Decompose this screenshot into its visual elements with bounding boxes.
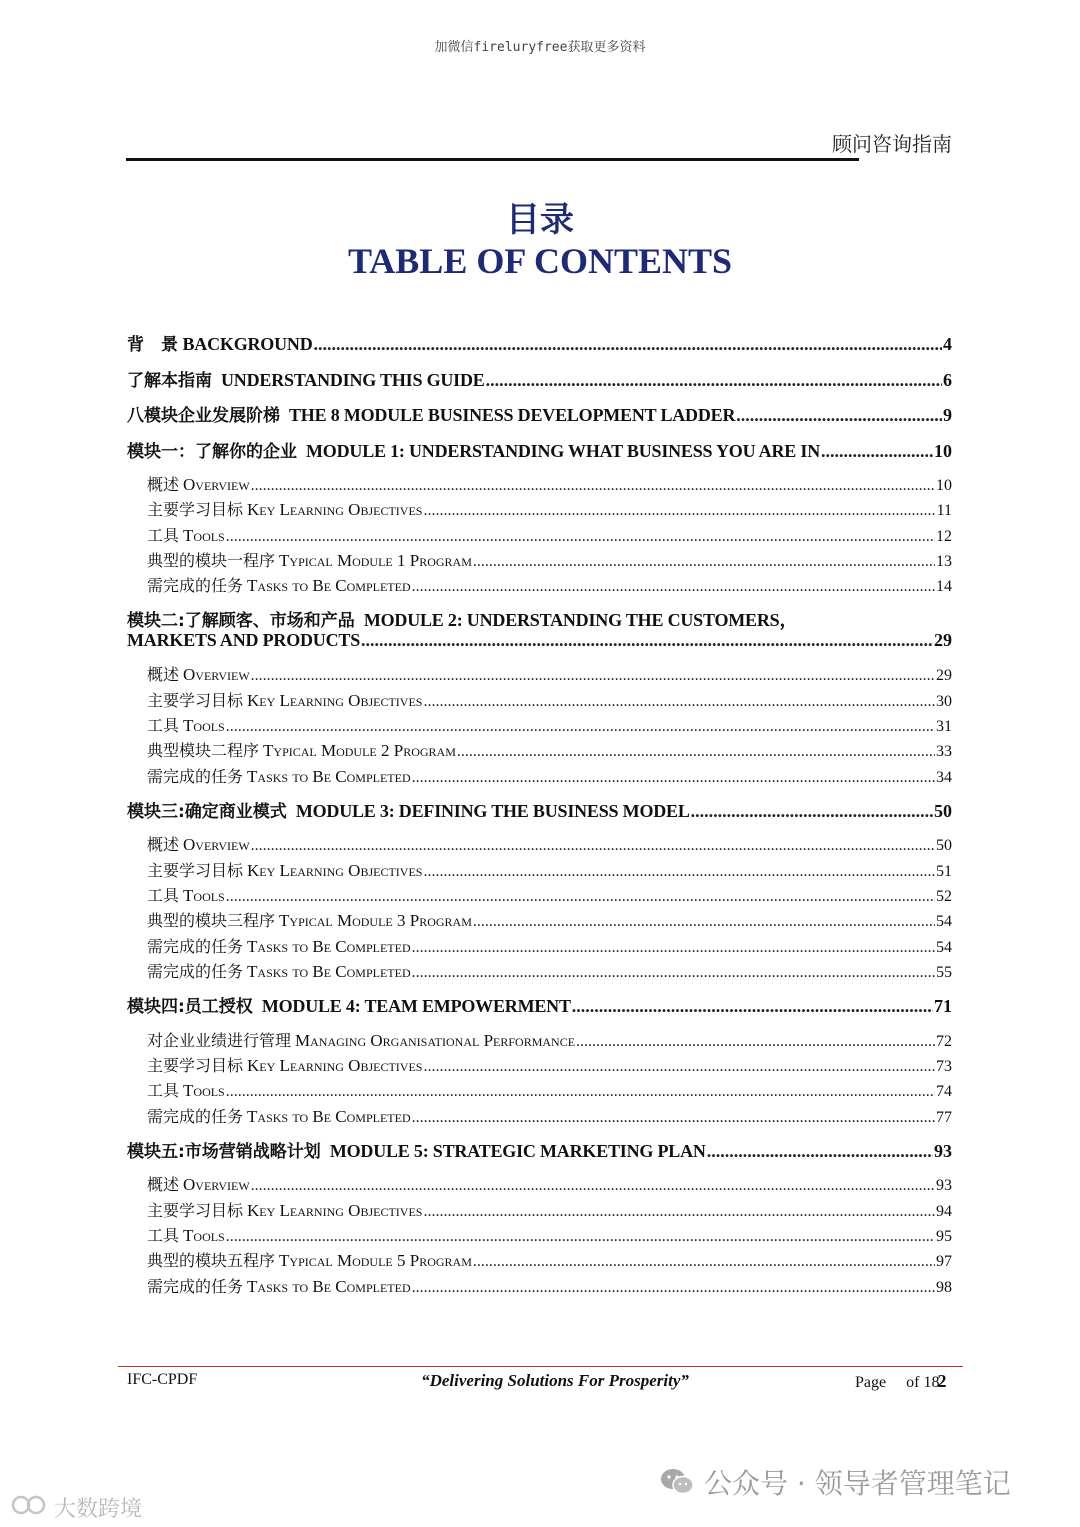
leader-dots	[473, 553, 935, 571]
toc-subentry[interactable]: 典型的模块一程序 Typical Module 1 Program ..... 13	[147, 548, 952, 573]
page-number: 93	[934, 1140, 952, 1161]
leader-dots	[691, 801, 933, 822]
top-watermark: 加微信fireluryfree获取更多资料	[434, 40, 646, 55]
toc-subentry[interactable]: 典型的模块三程序 Typical Module 3 Program ..... 54	[147, 908, 952, 933]
leader-dots	[412, 578, 935, 596]
leader-dots	[821, 441, 933, 462]
leader-dots	[736, 405, 942, 426]
toc-entry-module-1[interactable]: 模块一：了解你的企业 MODULE 1: UNDERSTANDING WHAT BUSINESS YOU ARE IN ..... 10	[127, 437, 952, 461]
toc-entry-ladder[interactable]: 八模块企业发展阶梯 THE 8 MODULE BUSINESS DEVELOPMENT LADDER ..... 9	[127, 401, 952, 425]
toc-subentry[interactable]: 主要学习目标 Key Learning Objectives ..... 51	[147, 858, 952, 883]
toc-subentry[interactable]: 概述 Overview ..... 10	[147, 472, 952, 497]
toc-subentry[interactable]: 需完成的任务 Tasks to Be Completed ..... 14	[147, 573, 952, 598]
toc-subentry[interactable]: 主要学习目标 Key Learning Objectives ..... 73	[147, 1053, 952, 1078]
leader-dots	[314, 334, 942, 355]
leader-dots	[572, 996, 933, 1017]
toc-entry-module-4[interactable]: 模块四:员工授权 MODULE 4: TEAM EMPOWERMENT ..... 71	[127, 992, 952, 1016]
leader-dots	[226, 1228, 935, 1246]
toc-subentry[interactable]: 工具 Tools ..... 12	[147, 523, 952, 548]
toc-entry-module-5[interactable]: 模块五:市场营销战略计划 MODULE 5: STRATEGIC MARKETING PLAN ..... 93	[127, 1137, 952, 1161]
footer-page-number: 2	[937, 1371, 947, 1391]
toc-subentry[interactable]: 需完成的任务 Tasks to Be Completed ..... 98	[147, 1274, 952, 1299]
page-number: 6	[943, 369, 952, 390]
wechat-icon	[660, 1468, 694, 1496]
toc-subentry[interactable]: 对企业业绩进行管理 Managing Organisational Performance ..... 72	[147, 1028, 952, 1053]
leader-dots	[423, 1203, 935, 1221]
footer-slogan: “Delivering Solutions For Prosperity”	[421, 1371, 689, 1390]
toc-subentry[interactable]: 工具 Tools ..... 74	[147, 1078, 952, 1103]
toc-entry-module-3[interactable]: 模块三:确定商业模式 MODULE 3: DEFINING THE BUSINESS MODEL ..... 50	[127, 797, 952, 821]
loop-icon	[10, 1494, 50, 1522]
running-header-title: 顾问咨询指南	[832, 132, 952, 156]
leader-dots	[226, 1083, 935, 1101]
leader-dots	[226, 718, 935, 736]
footer-of-label: of 18	[906, 1374, 940, 1391]
page-title-english: TABLE OF CONTENTS	[347, 241, 733, 281]
corner-watermark-text: 大数跨境	[54, 1497, 143, 1522]
toc-subentry[interactable]: 工具 Tools ..... 52	[147, 883, 952, 908]
toc-subentry[interactable]: 需完成的任务 Tasks to Be Completed ..... 54	[147, 934, 952, 959]
page-number: 4	[943, 334, 952, 354]
toc-subentry[interactable]: 主要学习目标 Key Learning Objectives ..... 94	[147, 1198, 952, 1223]
footer-page-label: Page	[855, 1374, 887, 1391]
leader-dots	[707, 1141, 933, 1162]
footer-rule	[118, 1366, 963, 1367]
leader-dots	[226, 888, 935, 906]
leader-dots	[457, 743, 935, 761]
corner-watermark	[10, 1492, 142, 1523]
leader-dots	[423, 693, 935, 711]
toc-subentry[interactable]: 概述 Overview ..... 93	[147, 1172, 952, 1197]
leader-dots	[473, 913, 935, 931]
toc-subentry[interactable]: 典型的模块五程序 Typical Module 5 Program ..... 97	[147, 1248, 952, 1273]
page-number: 29	[934, 630, 952, 651]
leader-dots	[576, 1033, 935, 1051]
leader-dots	[251, 1177, 935, 1195]
leader-dots	[412, 939, 935, 957]
toc-subentry[interactable]: 概述 Overview ..... 50	[147, 832, 952, 857]
leader-dots	[473, 1253, 935, 1271]
toc-subentry[interactable]: 概述 Overview ..... 29	[147, 662, 952, 687]
toc-subentry[interactable]: 需完成的任务 Tasks to Be Completed ..... 55	[147, 959, 952, 984]
leader-dots	[486, 370, 942, 391]
leader-dots	[251, 667, 935, 685]
leader-dots	[361, 630, 933, 651]
toc-entry-background[interactable]: 背 景 BACKGROUND ..... 4	[127, 330, 952, 354]
toc-subentry[interactable]: 工具 Tools ..... 95	[147, 1223, 952, 1248]
leader-dots	[412, 1279, 935, 1297]
footer-page-info	[855, 1371, 946, 1392]
leader-dots	[412, 769, 935, 787]
toc-subentry[interactable]: 主要学习目标 Key Learning Objectives ..... 30	[147, 688, 952, 713]
toc-subentry[interactable]: 需完成的任务 Tasks to Be Completed ..... 77	[147, 1104, 952, 1129]
wechat-watermark	[660, 1462, 1011, 1502]
leader-dots	[251, 477, 935, 495]
leader-dots	[412, 964, 935, 982]
toc-entry-module-2[interactable]: 模块二:了解顾客、市场和产品 MODULE 2: UNDERSTANDING THE CUSTOMERS， MARKETS AND PRODUCTS ..... 29	[127, 606, 952, 654]
page-number: 50	[934, 800, 952, 821]
leader-dots	[423, 1058, 935, 1076]
leader-dots	[226, 528, 935, 546]
toc-subentry[interactable]: 主要学习目标 Key Learning Objectives ..... 11	[147, 497, 952, 522]
page-number: 9	[943, 405, 952, 425]
header-rule	[126, 158, 859, 161]
leader-dots	[423, 863, 935, 881]
wechat-watermark-text: 公众号 · 领导者管理笔记	[704, 1467, 1011, 1500]
page-number: 10	[934, 440, 952, 461]
toc-subentry[interactable]: 典型模块二程序 Typical Module 2 Program ..... 33	[147, 738, 952, 763]
leader-dots	[251, 837, 935, 855]
toc-subentry[interactable]: 工具 Tools ..... 31	[147, 713, 952, 738]
page-number: 71	[934, 996, 952, 1017]
toc-entry-guide[interactable]: 了解本指南 UNDERSTANDING THIS GUIDE ..... 6	[127, 366, 952, 390]
footer-doc-code: IFC-CPDF	[127, 1371, 198, 1388]
toc-subentry[interactable]: 需完成的任务 Tasks to Be Completed ..... 34	[147, 764, 952, 789]
page-title-chinese: 目录	[506, 200, 574, 240]
table-of-contents	[127, 330, 952, 1307]
leader-dots	[423, 502, 935, 520]
leader-dots	[412, 1109, 935, 1127]
